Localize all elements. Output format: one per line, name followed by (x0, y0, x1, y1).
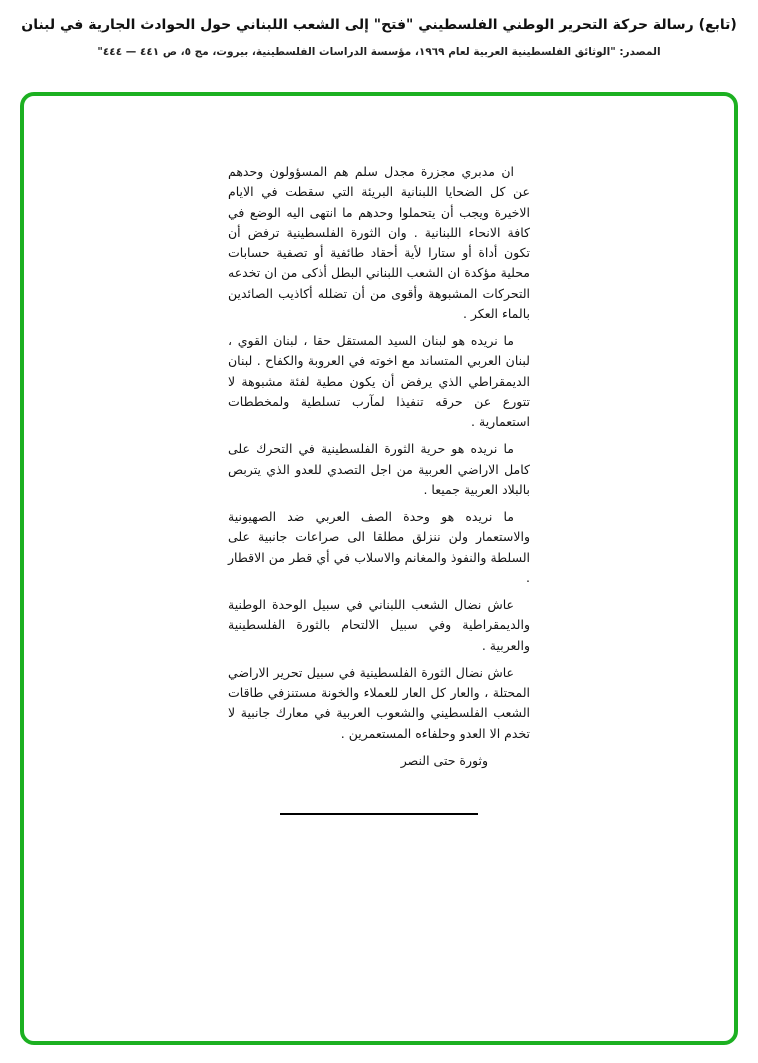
body-paragraph-4: ما نريده هو وحدة الصف العربي ضد الصهيونية والاستعمار ولن ننزلق مطلقا الى صراعات جانبية على السلطة والنفوذ والمغانم والاسلاب في أي قطر من الاقطار . (228, 509, 530, 585)
closing-line: وثورة حتى النصر (400, 752, 488, 768)
page-header (0, 0, 758, 58)
body-paragraph-5: عاش نضال الشعب اللبناني في سبيل الوحدة الوطنية والديمقراطية وفي سبيل الالتحام بالثورة الفلسطينية والعربية . (228, 597, 530, 653)
scanned-text-block (228, 162, 530, 815)
body-paragraph-6: عاش نضال الثورة الفلسطينية في سبيل تحرير الاراضي المحتلة ، والعار كل العار للعملاء والخونة مستنزفي طاقات الشعب الفلسطيني والشعوب العربية في معارك جانبية لا تخدم الا العدو وحلفاءه المستعمرين . (228, 664, 530, 741)
body-paragraph-1: ان مدبري مجزرة مجدل سلم هم المسؤولون وحدهم عن كل الضحايا اللبنانية البريئة التي سقطت في الايام الاخيرة ويجب أن يتحملوا وحدهم ما انتهى اليه الوضع في كافة الانحاء اللبنانية . وان الثورة الفلسطينية ترفض أن تكون أداة أو ستارا لأية أحقاد طائفية أو تصفية حسابات محلية مؤكدة ان الشعب اللبناني البطل أذكى من ان تخدعه التحركات المشبوهة وأقوى من أن تضلله أكاذيب الصائدين بالماء العكر . (228, 164, 530, 321)
divider-line (280, 813, 478, 815)
document-title: (تابع) رسالة حركة التحرير الوطني الفلسطيني "فتح" إلى الشعب اللبناني حول الحوادث الجارية في لبنان (21, 17, 737, 33)
body-paragraph-2: ما نريده هو لبنان السيد المستقل حقا ، لبنان القوي ، لبنان العربي المتساند مع اخوته في العروبة والكفاح . لبنان الديمقراطي الذي يرفض أن يكون مطية لفئة مشبوهة لا تتورع عن حرقه تنفيذا لمآرب تسلطية ولمخططات استعمارية . (228, 333, 530, 429)
scanned-page-frame (20, 92, 738, 1045)
body-paragraph-3: ما نريده هو حرية الثورة الفلسطينية في التحرك على كامل الاراضي العربية من اجل التصدي للعدو الذي يتربص بالبلاد العربية جميعا . (228, 441, 530, 497)
document-source-line: المصدر: "الوثائق الفلسطينية العربية لعام ١٩٦٩، مؤسسة الدراسات الفلسطينية، بيروت، مج ٥، ص ٤٤١ — ٤٤٤" (97, 45, 661, 58)
